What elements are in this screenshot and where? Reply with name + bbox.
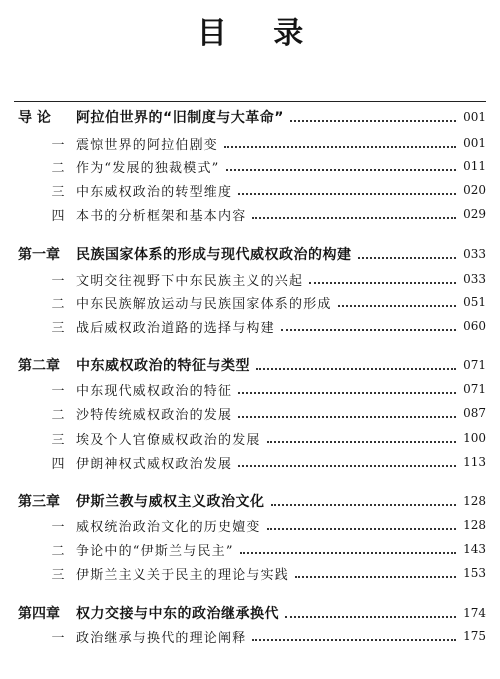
chapter-label: 第二章 [18, 358, 60, 374]
entry-title-wrap [76, 453, 460, 472]
section-title: 中东威权政治的转型维度 [76, 184, 233, 200]
toc-section-entry [0, 401, 500, 425]
section-number: 一 [51, 630, 65, 646]
dot-leader [285, 616, 456, 618]
toc-section-entry [0, 202, 500, 226]
section-number: 二 [51, 543, 65, 559]
page-number: 153 [463, 566, 486, 580]
toc-section-entry [0, 450, 500, 474]
section-number: 三 [51, 567, 65, 583]
dot-leader [309, 282, 456, 284]
section-title: 沙特传统威权政治的发展 [76, 407, 233, 423]
page-number: 128 [463, 518, 486, 532]
toc-section-entry [0, 537, 500, 561]
section-title: 战后威权政治道路的选择与构建 [76, 320, 275, 336]
section-title: 中东现代威权政治的特征 [76, 383, 233, 399]
entry-title-wrap [76, 603, 460, 623]
page-number: 100 [463, 431, 486, 445]
entry-title-wrap [76, 293, 460, 312]
page-number: 143 [463, 542, 486, 556]
page-number: 128 [463, 494, 486, 508]
section-number: 一 [51, 519, 65, 535]
dot-leader [281, 329, 456, 331]
dot-leader [256, 368, 456, 370]
section-number: 三 [51, 320, 65, 336]
section-title: 作为“发展的独裁模式” [76, 160, 220, 176]
header-rule [14, 101, 486, 102]
page-number: 001 [463, 136, 486, 150]
section-title: 伊朗神权式威权政治发展 [76, 456, 233, 472]
toc-chapter-entry [0, 105, 500, 129]
toc-section-entry [0, 561, 500, 585]
page-number: 029 [463, 207, 486, 221]
entry-title-wrap [76, 491, 460, 511]
page-number: 060 [463, 319, 486, 333]
toc-chapter-entry [0, 601, 500, 625]
section-number: 二 [51, 296, 65, 312]
entry-title-wrap [76, 181, 460, 200]
section-number: 一 [51, 137, 65, 153]
page-number: 071 [463, 358, 486, 372]
page-number: 020 [463, 183, 486, 197]
entry-title-wrap [76, 516, 460, 535]
toc-section-entry [0, 267, 500, 291]
dot-leader [240, 552, 456, 554]
section-number: 四 [51, 208, 65, 224]
toc-section-entry [0, 513, 500, 537]
chapter-label: 第三章 [18, 494, 60, 510]
section-number: 二 [51, 160, 65, 176]
dot-leader [226, 169, 457, 171]
entry-title-wrap [76, 270, 460, 289]
entry-title-wrap [76, 134, 460, 153]
entry-title-wrap [76, 627, 460, 646]
section-title: 本书的分析框架和基本内容 [76, 208, 247, 224]
dot-leader [338, 305, 456, 307]
dot-leader [238, 465, 456, 467]
dot-leader [295, 576, 456, 578]
toc-section-entry [0, 131, 500, 155]
chapter-title: 阿拉伯世界的“旧制度与大革命” [76, 110, 284, 126]
dot-leader [252, 639, 456, 641]
toc-chapter-entry [0, 489, 500, 513]
toc-section-entry [0, 154, 500, 178]
section-title: 争论中的“伊斯兰与民主” [76, 543, 234, 559]
page-number: 175 [463, 629, 486, 643]
page-number: 033 [463, 247, 486, 261]
page-number: 113 [463, 455, 486, 469]
dot-leader [238, 416, 456, 418]
dot-leader [238, 193, 456, 195]
dot-leader [358, 257, 457, 259]
section-title: 埃及个人官僚威权政治的发展 [76, 432, 261, 448]
chapter-title: 民族国家体系的形成与现代威权政治的构建 [76, 247, 352, 263]
entry-title-wrap [76, 205, 460, 224]
dot-leader [252, 217, 456, 219]
entry-title-wrap [76, 380, 460, 399]
chapter-label: 导 论 [18, 110, 51, 126]
page-number: 087 [463, 406, 486, 420]
section-title: 政治继承与换代的理论阐释 [76, 630, 247, 646]
page-number: 051 [463, 295, 486, 309]
dot-leader [238, 392, 456, 394]
section-number: 一 [51, 273, 65, 289]
entry-title-wrap [76, 540, 460, 559]
toc-chapter-entry [0, 353, 500, 377]
section-number: 三 [51, 432, 65, 448]
entry-title-wrap [76, 244, 460, 264]
toc-section-entry [0, 290, 500, 314]
dot-leader [267, 528, 456, 530]
chapter-title: 中东威权政治的特征与类型 [76, 358, 250, 374]
section-title: 伊斯兰主义关于民主的理论与实践 [76, 567, 290, 583]
section-number: 一 [51, 383, 65, 399]
page-title: 目 录 [196, 16, 322, 51]
section-number: 四 [51, 456, 65, 472]
page-number: 011 [463, 159, 486, 173]
dot-leader [224, 146, 456, 148]
toc-section-entry [0, 426, 500, 450]
section-title: 中东民族解放运动与民族国家体系的形成 [76, 296, 332, 312]
toc-section-entry [0, 377, 500, 401]
dot-leader [267, 441, 456, 443]
toc-section-entry [0, 624, 500, 648]
chapter-title: 伊斯兰教与威权主义政治文化 [76, 494, 265, 510]
page-number: 174 [463, 606, 486, 620]
entry-title-wrap [76, 157, 460, 176]
toc-chapter-entry [0, 242, 500, 266]
page-number: 071 [463, 382, 486, 396]
section-number: 三 [51, 184, 65, 200]
dot-leader [271, 504, 457, 506]
chapter-label: 第一章 [18, 247, 60, 263]
toc-section-entry [0, 314, 500, 338]
entry-title-wrap [76, 404, 460, 423]
page-number: 033 [463, 272, 486, 286]
entry-title-wrap [76, 317, 460, 336]
page-number: 001 [463, 110, 486, 124]
chapter-title: 权力交接与中东的政治继承换代 [76, 606, 279, 622]
toc-section-entry [0, 178, 500, 202]
entry-title-wrap [76, 107, 460, 127]
dot-leader [290, 120, 456, 122]
section-title: 震惊世界的阿拉伯剧变 [76, 137, 219, 153]
section-number: 二 [51, 407, 65, 423]
chapter-label: 第四章 [18, 606, 60, 622]
entry-title-wrap [76, 564, 460, 583]
section-title: 文明交往视野下中东民族主义的兴起 [76, 273, 304, 289]
entry-title-wrap [76, 429, 460, 448]
section-title: 威权统治政治文化的历史嬗变 [76, 519, 261, 535]
entry-title-wrap [76, 355, 460, 375]
